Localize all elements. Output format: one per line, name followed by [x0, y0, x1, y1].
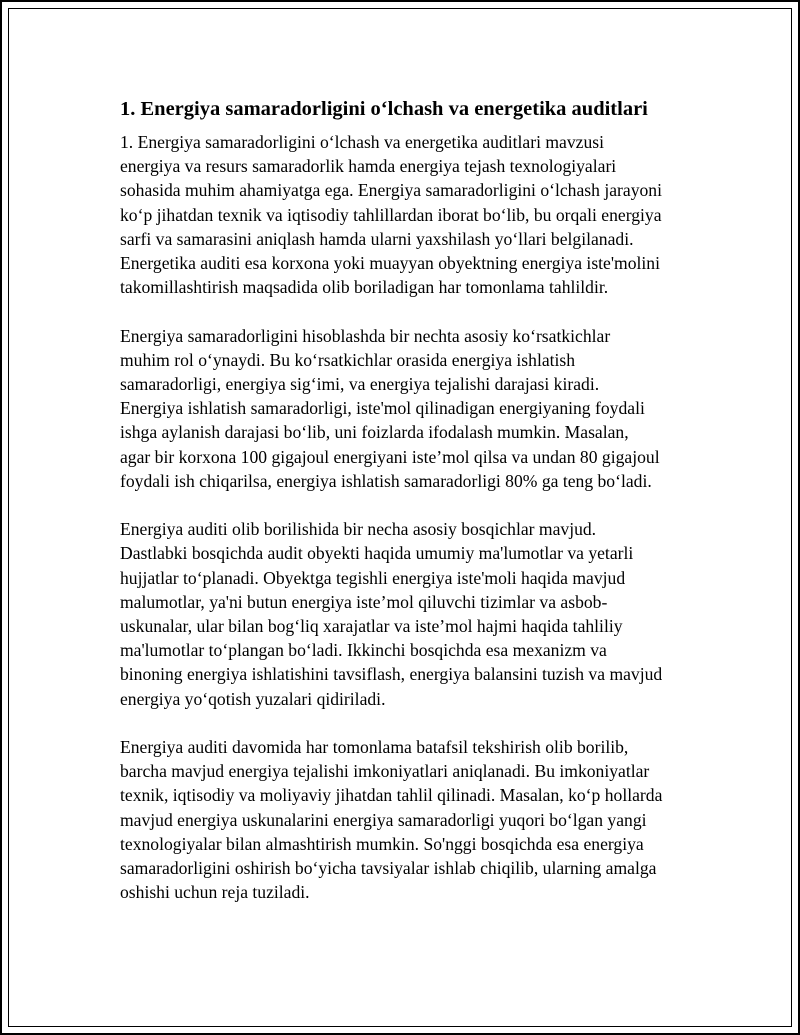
paragraph-2-line-3: samaradorligi, energiya sig‘imi, va energiya tejalishi darajasi kiradi. [120, 374, 600, 395]
paragraph-2 [120, 324, 690, 493]
paragraph-4 [120, 735, 690, 904]
document-content [120, 96, 690, 929]
paragraph-2-line-5: ishga aylanish darajasi bo‘lib, uni foizlarda ifodalash mumkin. Masalan, [120, 422, 629, 443]
paragraph-4-line-6: samaradorligini oshirish bo‘yicha tavsiyalar ishlab chiqilib, ularning amalga [120, 858, 657, 879]
paragraph-1-line-5: sarfi va samarasini aniqlash hamda ularni yaxshilash yo‘llari belgilanadi. [120, 228, 634, 249]
paragraph-4-line-2: barcha mavjud energiya tejalishi imkoniyatlari aniqlanadi. Bu imkoniyatlar [120, 761, 650, 782]
paragraph-3 [120, 517, 690, 711]
paragraph-4-line-1: Energiya auditi davomida har tomonlama batafsil tekshirish olib borilib, [120, 737, 629, 758]
paragraph-1-line-7: takomillashtirish maqsadida olib boriladigan har tomonlama tahlildir. [120, 277, 609, 298]
paragraph-2-line-2: muhim rol o‘ynaydi. Bu ko‘rsatkichlar orasida energiya ishlatish [120, 349, 576, 370]
paragraph-1-line-1: 1. Energiya samaradorligini o‘lchash va energetika auditlari mavzusi [120, 132, 604, 152]
paragraph-4-line-5: texnologiyalar bilan almashtirish mumkin. So'nggi bosqichda esa energiya [120, 833, 644, 854]
paragraph-4-line-3: texnik, iqtisodiy va moliyaviy jihatdan tahlil qilinadi. Masalan, ko‘p hollarda [120, 785, 663, 806]
paragraph-1-line-3: sohasida muhim ahamiyatga ega. Energiya samaradorligini o‘lchash jarayoni [120, 180, 662, 201]
paragraph-2-line-7: foydali ish chiqarilsa, energiya ishlatish samaradorligi 80% ga teng bo‘ladi. [120, 470, 652, 491]
paragraph-3-line-8: energiya yo‘qotish yuzalari qidiriladi. [120, 688, 386, 709]
paragraph-3-line-2: Dastlabki bosqichda audit obyekti haqida umumiy ma'lumotlar va yetarli [120, 543, 634, 564]
paragraph-3-line-4: malumotlar, ya'ni butun energiya iste’mol qiluvchi tizimlar va asbob- [120, 591, 608, 612]
paragraph-1-line-4: ko‘p jihatdan texnik va iqtisodiy tahlillardan iborat bo‘lib, bu orqali energiya [120, 204, 662, 225]
paragraph-1 [120, 130, 690, 299]
paragraph-1-line-2: energiya va resurs samaradorlik hamda energiya tejash texnologiyalari [120, 156, 617, 177]
paragraph-4-line-4: mavjud energiya uskunalarini energiya samaradorligi yuqori bo‘lgan yangi [120, 809, 647, 830]
paragraph-4-line-7: oshishi uchun reja tuziladi. [120, 882, 310, 903]
paragraph-3-line-1: Energiya auditi olib borilishida bir necha asosiy bosqichlar mavjud. [120, 519, 597, 540]
paragraph-3-line-7: binoning energiya ishlatishini tavsiflash, energiya balansini tuzish va mavjud [120, 664, 663, 685]
paragraph-3-line-3: hujjatlar to‘planadi. Obyektga tegishli energiya iste'moli haqida mavjud [120, 567, 626, 588]
paragraph-2-line-4: Energiya ishlatish samaradorligi, iste'mol qilinadigan energiyaning foydali [120, 398, 645, 419]
document-title: 1. Energiya samaradorligini o‘lchash va energetika auditlari [120, 98, 648, 120]
paragraph-3-line-5: uskunalar, ular bilan bog‘liq xarajatlar va iste’mol hajmi haqida tahliliy [120, 616, 623, 637]
paragraph-3-line-6: ma'lumotlar to‘plangan bo‘ladi. Ikkinchi bosqichda esa mexanizm va [120, 640, 607, 661]
paragraph-1-line-6: Energetika auditi esa korxona yoki muayyan obyektning energiya iste'molini [120, 253, 660, 274]
paragraph-2-line-6: agar bir korxona 100 gigajoul energiyani iste’mol qilsa va undan 80 gigajoul [120, 446, 660, 467]
paragraph-2-line-1: Energiya samaradorligini hisoblashda bir nechta asosiy ko‘rsatkichlar [120, 325, 611, 346]
